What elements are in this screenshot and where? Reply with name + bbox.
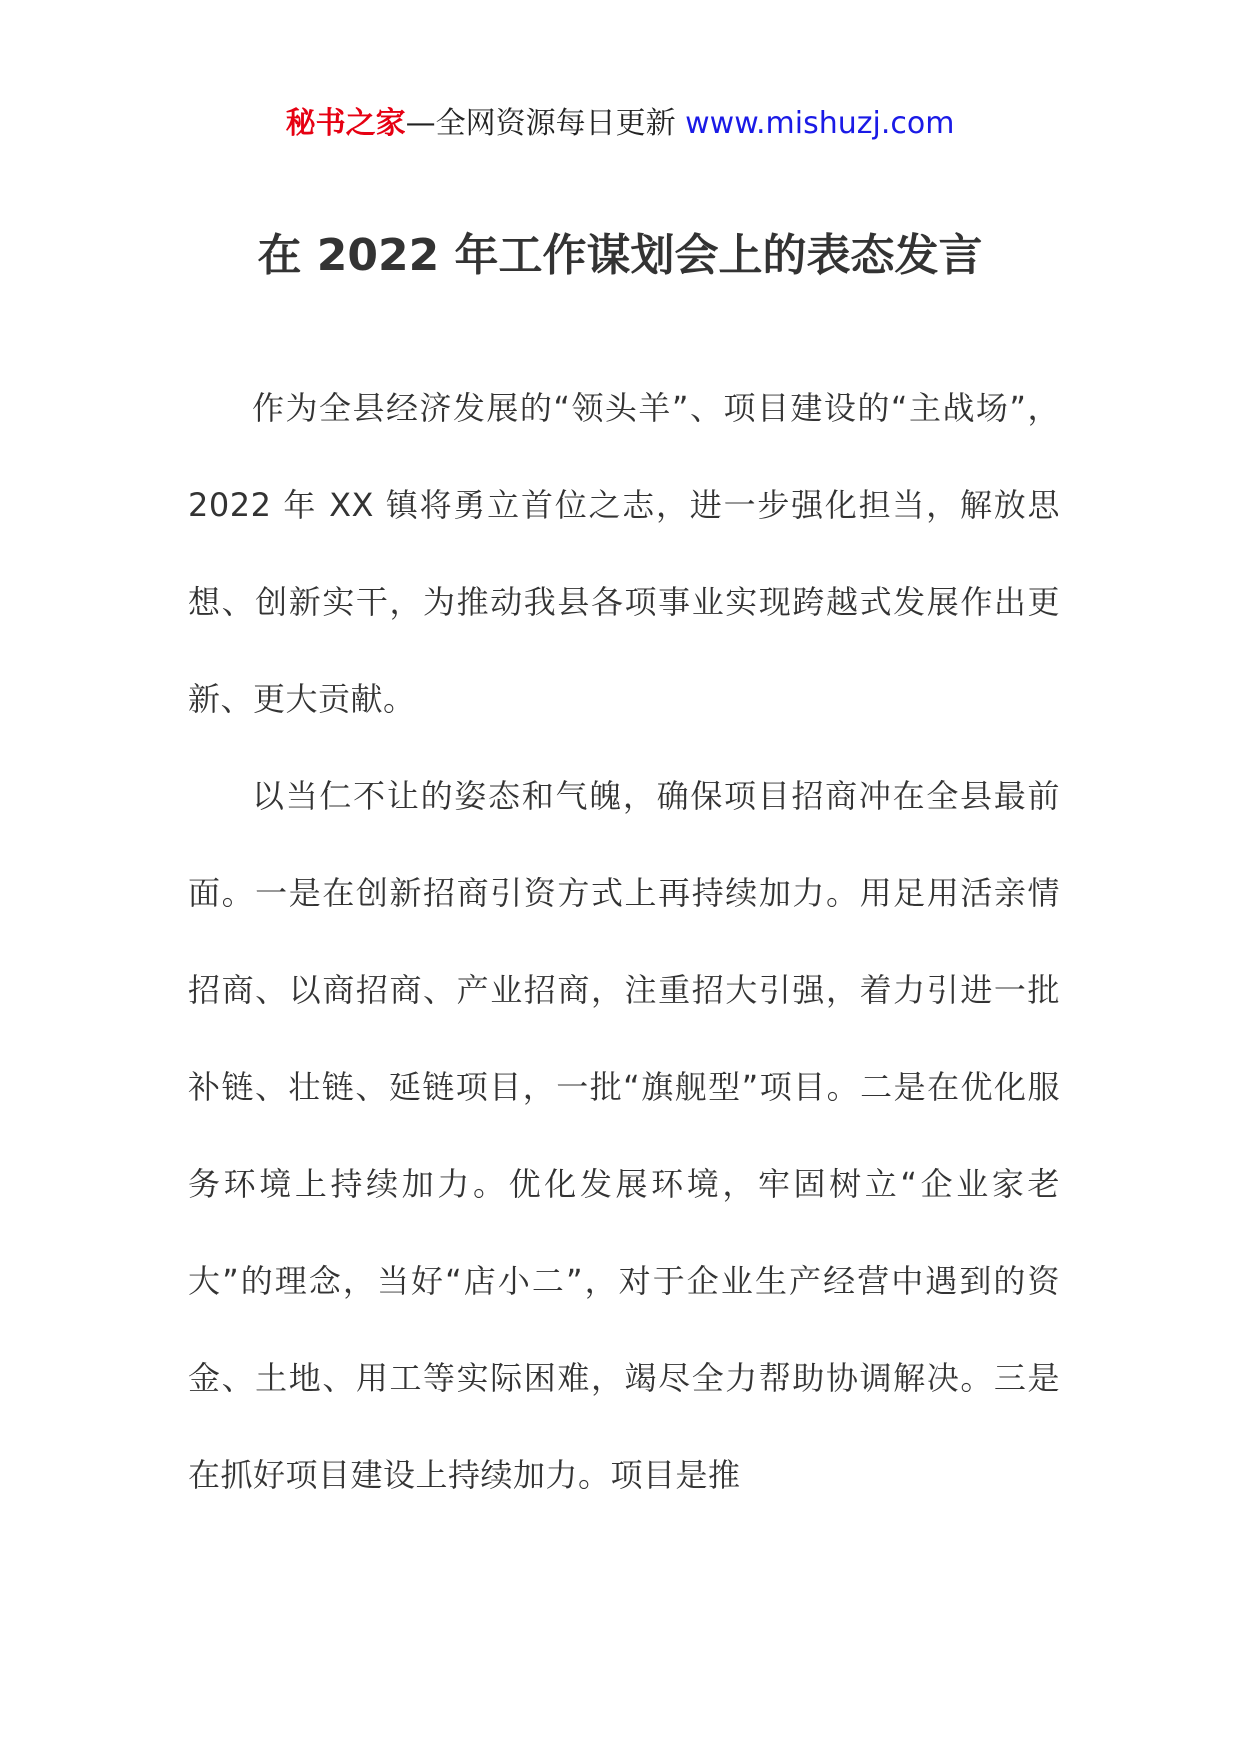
document-title: 在 2022 年工作谋划会上的表态发言 bbox=[257, 230, 983, 281]
site-brand[interactable]: 秘书之家 bbox=[285, 106, 406, 141]
document-body bbox=[188, 360, 1060, 1524]
paragraph-1: 作为全县经济发展的“领头羊”、项目建设的“主战场”，2022 年 XX 镇将勇立首位之志，进一步强化担当，解放思想、创新实干，为推动我县各项事业实现跨越式发展作出更新、更大贡献。 bbox=[188, 389, 1060, 718]
site-tagline: —全网资源每日更新 bbox=[405, 106, 676, 141]
paragraph-2: 以当仁不让的姿态和气魄，确保项目招商冲在全县最前面。一是在创新招商引资方式上再持续加力。用足用活亲情招商、以商招商、产业招商，注重招大引强，着力引进一批补链、壮链、延链项目，一批“旗舰型”项目。二是在优化服务环境上持续加力。优化发展环境，牢固树立“企业家老大”的理念，当好“店小二”，对于企业生产经营中遇到的资金、土地、用工等实际困难，竭尽全力帮助协调解决。三是在抓好项目建设上持续加力。项目是推 bbox=[188, 777, 1060, 1494]
site-url-link[interactable]: www.mishuzj.com bbox=[685, 106, 955, 141]
site-header bbox=[0, 102, 1240, 146]
